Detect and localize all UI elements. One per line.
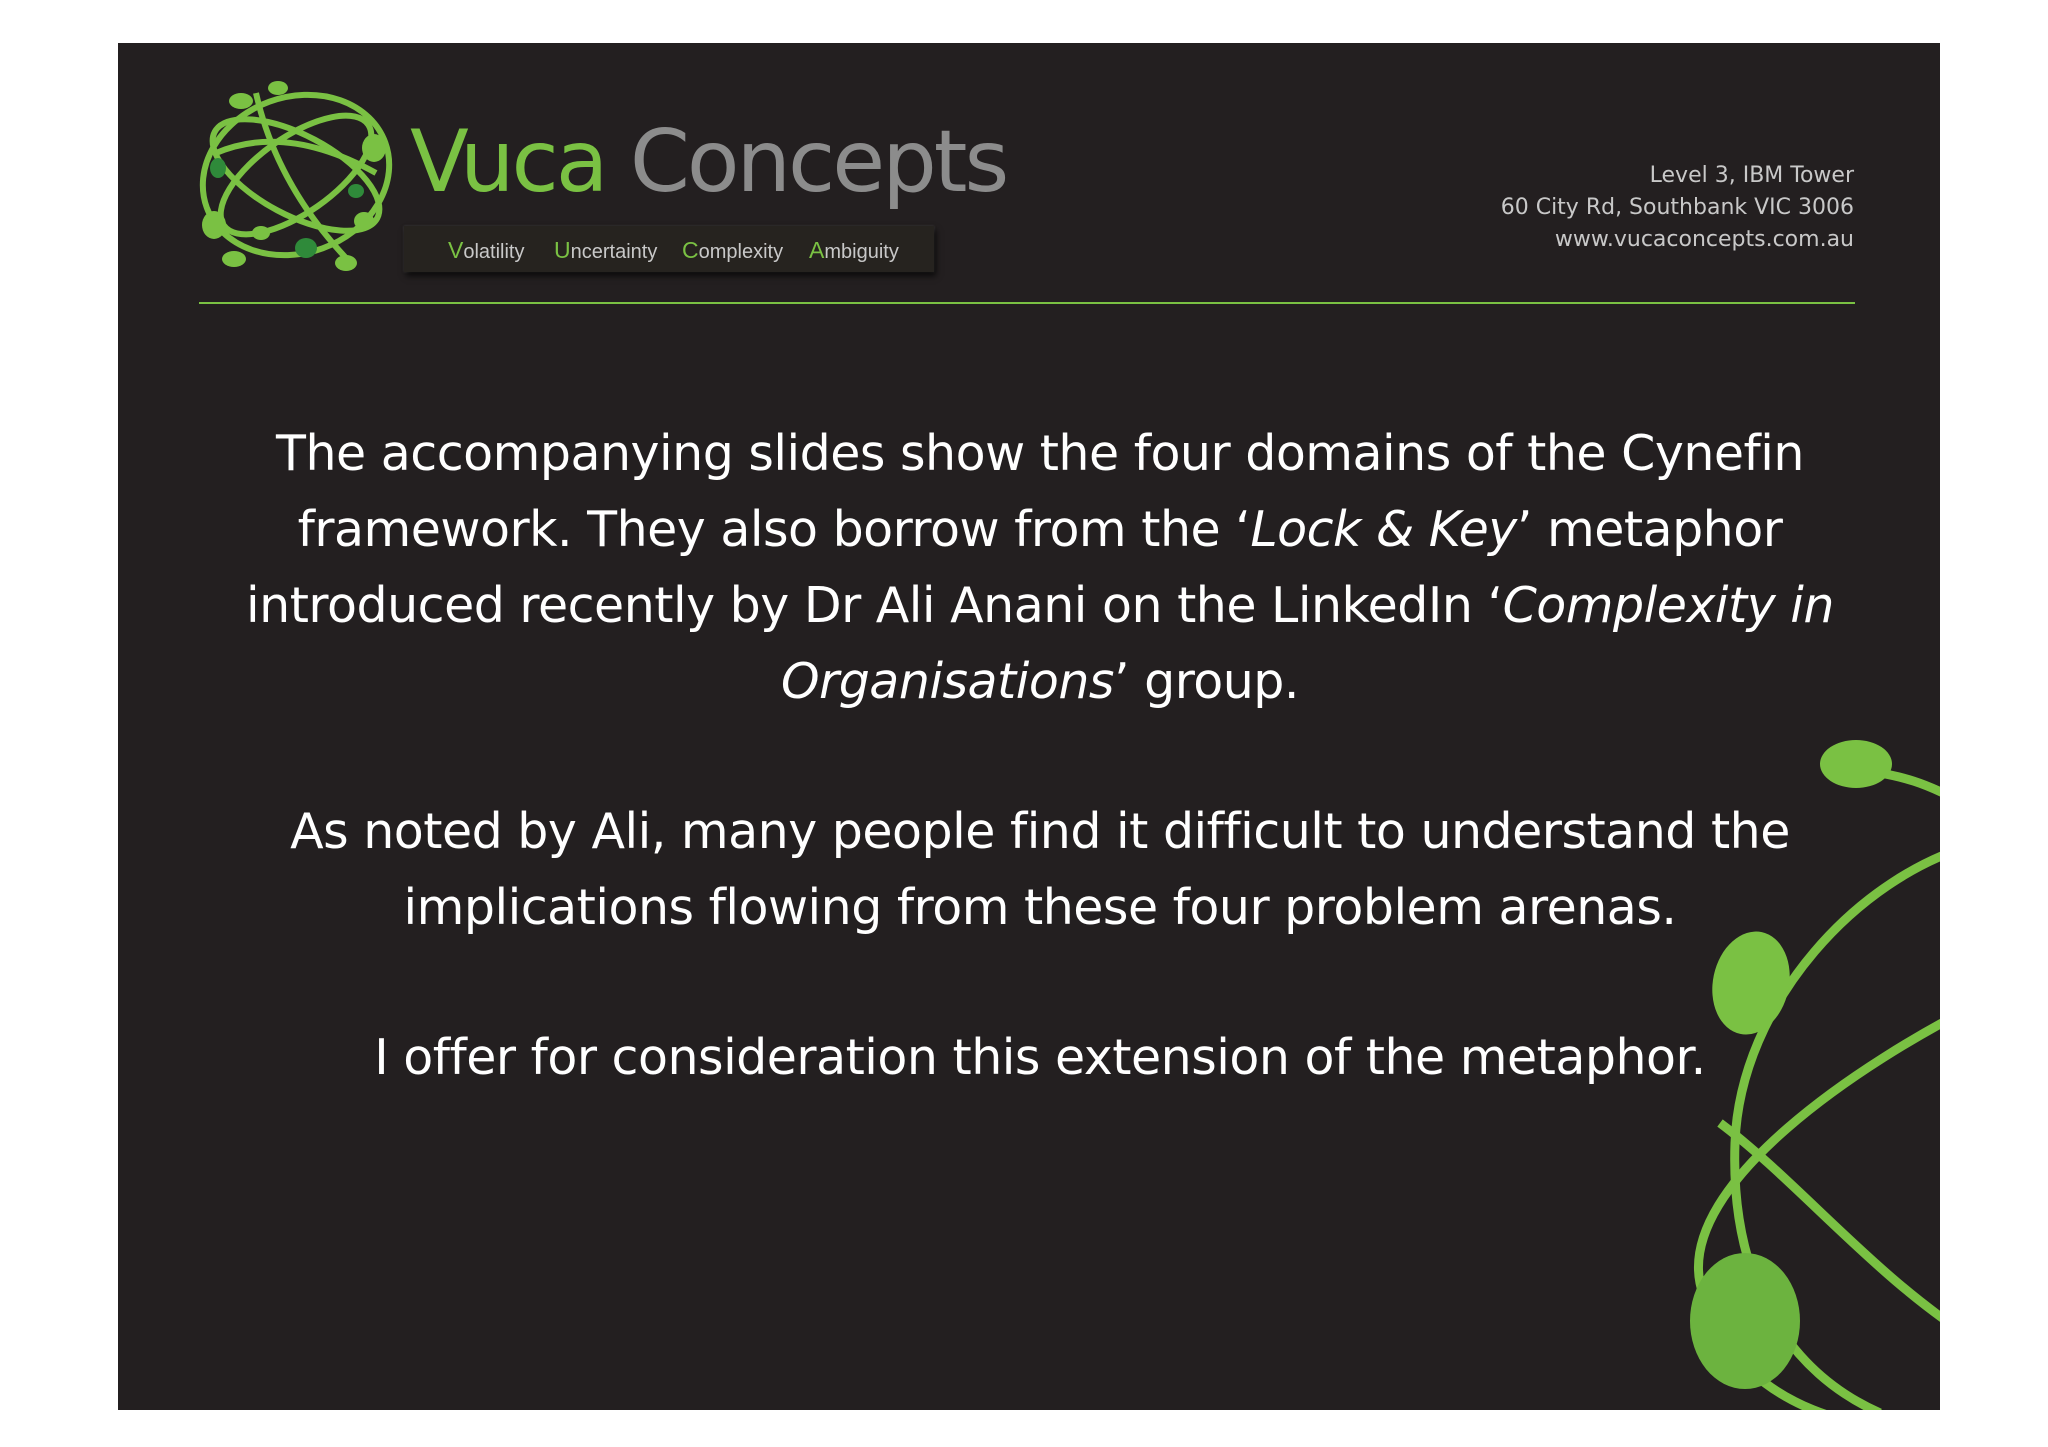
tagline-volatility	[448, 237, 524, 264]
paragraph-3: I offer for consideration this extension of the metaphor.	[374, 1029, 1706, 1086]
website-url: www.vucaconcepts.com.au	[1554, 227, 1854, 252]
group-name: Complexity in Organisations	[780, 577, 1834, 710]
tagline-ambiguity-rest: mbiguity	[824, 241, 899, 263]
green-orbit-decoration-icon	[1680, 723, 1940, 1410]
tagline-uncertainty	[554, 237, 657, 264]
tagline-complexity-initial: C	[682, 237, 699, 263]
tagline-uncertainty-initial: U	[554, 237, 571, 263]
tagline-ambiguity	[809, 237, 899, 264]
header-divider	[199, 302, 1855, 304]
lock-and-key-phrase: Lock & Key	[1250, 501, 1517, 558]
paragraph-1-part-3: ’ group.	[1113, 653, 1299, 710]
tagline-complexity-rest: omplexity	[698, 241, 784, 263]
tagline-complexity	[682, 237, 783, 264]
paragraph-1-part-1: The accompanying slides show the four domains of the Cynefin framework. They also borrow from the ‘	[276, 425, 1804, 558]
tagline-bar	[404, 226, 934, 272]
body-text	[178, 416, 1902, 1096]
address-block	[1501, 160, 1854, 256]
brand-primary: Vuca	[410, 112, 606, 212]
paragraph-1	[178, 416, 1902, 720]
brand-secondary: Concepts	[629, 112, 1007, 212]
paragraph-1-part-2: ’ metaphor introduced recently by Dr Ali Anani on the LinkedIn ‘	[246, 501, 1783, 634]
paragraph-2: As noted by Ali, many people find it difficult to understand the implications flowing from these four problem arenas.	[290, 803, 1790, 936]
tagline-uncertainty-rest: ncertainty	[570, 241, 658, 263]
green-globe-logo-icon	[196, 63, 396, 278]
brand-name	[410, 112, 1007, 212]
address-line-1: Level 3, IBM Tower	[1649, 163, 1854, 188]
tagline-volatility-initial: V	[448, 237, 464, 263]
slide	[118, 43, 1940, 1410]
tagline-volatility-rest: olatility	[463, 241, 525, 263]
address-line-2: 60 City Rd, Southbank VIC 3006	[1500, 195, 1854, 220]
tagline-ambiguity-initial: A	[809, 237, 825, 263]
